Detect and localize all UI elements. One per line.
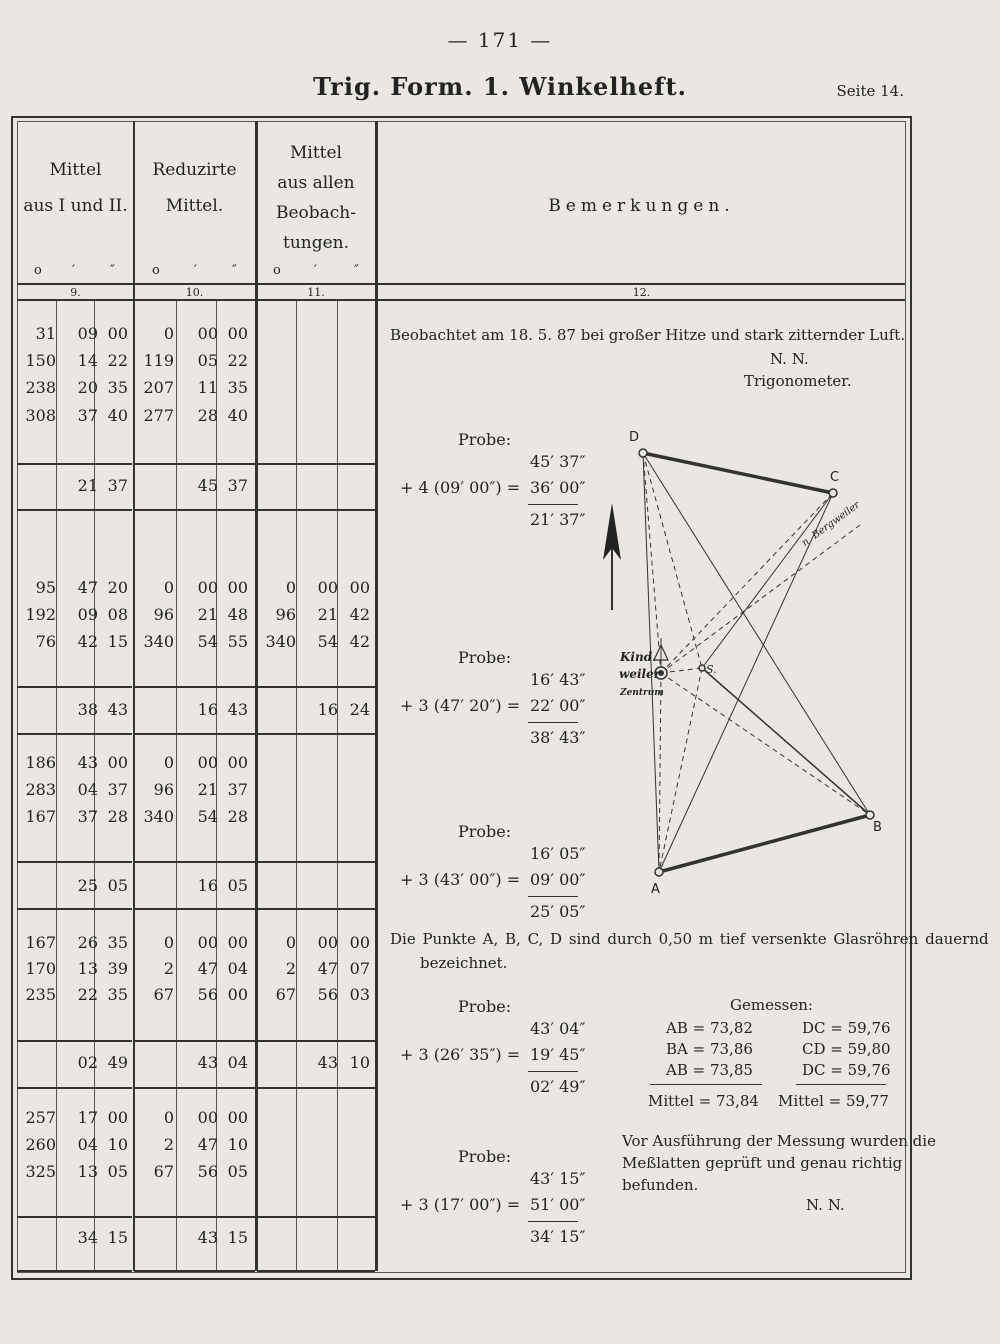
table-cell: 54: [317, 632, 338, 651]
table-cell: 47: [197, 959, 218, 978]
table-cell: 42: [349, 605, 370, 624]
label-c: C: [830, 470, 840, 485]
table-cell: 37: [107, 780, 128, 799]
col-reduz-line1: Reduzirte: [152, 160, 237, 180]
measure-cd: CD = 59,80: [802, 1040, 891, 1058]
dash-d-s: [643, 453, 702, 668]
col-mittel-line1: Mittel: [49, 160, 102, 180]
table-cell: 16: [317, 700, 338, 719]
unit-degree: o: [152, 263, 160, 278]
col-allen-line3: Beobach-: [275, 203, 357, 223]
table-cell: 00: [349, 578, 370, 597]
point-c: [829, 489, 837, 497]
table-cell: 235: [25, 985, 56, 1004]
remark-vor-line3: befunden.: [622, 1176, 699, 1194]
table-cell: 09: [77, 324, 98, 343]
probe-label: Probe:: [458, 997, 512, 1016]
table-cell: 0: [285, 933, 296, 952]
table-cell: 277: [143, 406, 174, 425]
table-cell: 00: [227, 985, 248, 1004]
table-cell: 49: [107, 1053, 128, 1072]
unit-second: ″: [354, 263, 359, 278]
point-a: [655, 868, 663, 876]
probe-value-a: 43′ 15″: [530, 1169, 586, 1188]
table-cell: 13: [77, 959, 98, 978]
dash-kind-c: [661, 493, 833, 673]
table-cell: 56: [317, 985, 338, 1004]
line-sb: [702, 668, 870, 815]
label-b: B: [873, 820, 882, 835]
table-cell: 15: [227, 1228, 248, 1247]
measure-ab-1: AB = 73,82: [666, 1019, 753, 1037]
table-cell: 20: [107, 578, 128, 597]
table-cell: 28: [197, 406, 218, 425]
table-cell: 35: [107, 985, 128, 1004]
table-cell: 170: [25, 959, 56, 978]
table-cell: 40: [107, 406, 128, 425]
table-cell: 16: [197, 700, 218, 719]
table-cell: 0: [163, 324, 174, 343]
remark-punkte-line1: Die Punkte A, B, C, D sind durch 0,50 m tief versenkte Glasröhren dauernd: [390, 930, 989, 948]
table-cell: 00: [349, 933, 370, 952]
table-cell: 192: [25, 605, 56, 624]
table-cell: 67: [275, 985, 296, 1004]
unit-second: ″: [232, 263, 237, 278]
probe-label: Probe:: [458, 822, 512, 841]
table-cell: 14: [77, 351, 98, 370]
table-cell: 02: [77, 1053, 98, 1072]
measure-dc-1: DC = 59,76: [802, 1019, 891, 1037]
table-cell: 2: [163, 1135, 174, 1154]
table-cell: 56: [197, 1162, 218, 1181]
probe-expression: + 3 (47′ 20″) =: [400, 696, 521, 715]
table-cell: 00: [227, 578, 248, 597]
table-cell: 47: [197, 1135, 218, 1154]
dash-kind-b: [661, 673, 870, 815]
table-cell: 22: [107, 351, 128, 370]
table-cell: 10: [107, 1135, 128, 1154]
measure-mean-right: Mittel = 59,77: [778, 1092, 889, 1110]
table-cell: 340: [143, 807, 174, 826]
table-cell: 67: [153, 1162, 174, 1181]
table-cell: 04: [227, 1053, 248, 1072]
probe-expression: + 4 (09′ 00″) =: [400, 478, 521, 497]
table-cell: 340: [143, 632, 174, 651]
measure-ba: BA = 73,86: [666, 1040, 753, 1058]
line-ab: [659, 815, 870, 872]
probe-result: 34′ 15″: [530, 1227, 586, 1246]
table-cell: 26: [77, 933, 98, 952]
table-cell: 04: [77, 1135, 98, 1154]
table-cell: 00: [227, 324, 248, 343]
line-db: [643, 453, 870, 815]
remark-trigonometer: Trigonometer.: [744, 372, 852, 390]
col-reduz-line2: Mittel.: [165, 196, 224, 216]
table-cell: 55: [227, 632, 248, 651]
table-cell: 05: [197, 351, 218, 370]
table-cell: 00: [227, 753, 248, 772]
label-s: S.: [706, 663, 717, 676]
table-cell: 35: [107, 933, 128, 952]
table-cell: 37: [77, 807, 98, 826]
probe-value-a: 45′ 37″: [530, 452, 586, 471]
table-cell: 00: [227, 1108, 248, 1127]
unit-second: ″: [110, 263, 115, 278]
table-cell: 00: [317, 933, 338, 952]
probe-result: 02′ 49″: [530, 1077, 586, 1096]
table-cell: 96: [275, 605, 296, 624]
table-cell: 03: [349, 985, 370, 1004]
col-allen-line1: Mittel: [289, 143, 342, 163]
probe-value-b: 19′ 45″: [530, 1045, 586, 1064]
col-number-9: 9.: [70, 286, 81, 299]
table-cell: 0: [163, 1108, 174, 1127]
table-cell: 05: [227, 1162, 248, 1181]
table-cell: 11: [197, 378, 218, 397]
unit-minute: ′: [194, 263, 197, 278]
table-cell: 28: [107, 807, 128, 826]
remark-vor-line2: Meßlatten geprüft und genau richtig: [622, 1154, 903, 1172]
table-cell: 2: [285, 959, 296, 978]
table-cell: 00: [317, 578, 338, 597]
table-cell: 21: [197, 605, 218, 624]
line-ca: [659, 493, 833, 872]
table-cell: 42: [349, 632, 370, 651]
table-cell: 340: [265, 632, 296, 651]
table-cell: 04: [227, 959, 248, 978]
table-cell: 325: [25, 1162, 56, 1181]
remark-signature: N. N.: [770, 350, 809, 368]
line-cs: [702, 493, 833, 668]
table-cell: 22: [227, 351, 248, 370]
table-cell: 43: [77, 753, 98, 772]
table-cell: 260: [25, 1135, 56, 1154]
table-cell: 15: [107, 1228, 128, 1247]
table-cell: 47: [317, 959, 338, 978]
table-cell: 05: [227, 876, 248, 895]
point-b: [866, 811, 874, 819]
table-cell: 35: [227, 378, 248, 397]
table-cell: 24: [349, 700, 370, 719]
table-cell: 17: [77, 1108, 98, 1127]
probe-result: 38′ 43″: [530, 728, 586, 747]
table-cell: 257: [25, 1108, 56, 1127]
col-number-12: 12.: [632, 286, 651, 299]
table-cell: 0: [163, 753, 174, 772]
table-cell: 47: [77, 578, 98, 597]
table-cell: 20: [77, 378, 98, 397]
table-cell: 25: [77, 876, 98, 895]
table-cell: 00: [197, 578, 218, 597]
col-allen-line2: aus allen: [277, 173, 355, 193]
table-cell: 42: [77, 632, 98, 651]
table-cell: 167: [25, 933, 56, 952]
table-cell: 207: [143, 378, 174, 397]
table-cell: 67: [153, 985, 174, 1004]
table-cell: 00: [197, 324, 218, 343]
table-cell: 34: [77, 1228, 98, 1247]
probe-value-b: 51′ 00″: [530, 1195, 586, 1214]
dash-kind-a: [659, 673, 661, 872]
form-title: Trig. Form. 1. Winkelheft.: [313, 72, 687, 101]
table-cell: 16: [197, 876, 218, 895]
remark-signature-2: N. N.: [806, 1196, 845, 1214]
table-cell: 43: [227, 700, 248, 719]
label-zentrum: Zentrum: [620, 688, 664, 698]
table-cell: 09: [77, 605, 98, 624]
table-cell: 76: [35, 632, 56, 651]
table-cell: 43: [197, 1053, 218, 1072]
line-dc: [643, 453, 833, 493]
label-weiler: weiler: [619, 667, 661, 681]
table-cell: 04: [77, 780, 98, 799]
probe-expression: + 3 (26′ 35″) =: [400, 1045, 521, 1064]
table-cell: 150: [25, 351, 56, 370]
table-cell: 39: [107, 959, 128, 978]
page-label: Seite 14.: [836, 82, 904, 100]
probe-result: 21′ 37″: [530, 510, 586, 529]
remark-punkte-line2: bezeichnet.: [420, 954, 508, 972]
label-a: A: [651, 882, 660, 897]
table-cell: 2: [163, 959, 174, 978]
table-cell: 37: [77, 406, 98, 425]
table-cell: 43: [107, 700, 128, 719]
remark-vor-line1: Vor Ausführung der Messung wurden die: [622, 1132, 936, 1150]
unit-minute: ′: [72, 263, 75, 278]
unit-degree: o: [273, 263, 281, 278]
table-cell: 95: [35, 578, 56, 597]
table-cell: 31: [35, 324, 56, 343]
table-cell: 45: [197, 476, 218, 495]
probe-value-a: 16′ 05″: [530, 844, 586, 863]
dash-s-a: [659, 668, 702, 872]
measure-ab-2: AB = 73,85: [666, 1061, 753, 1079]
label-bergweiler: n. Bergweiler: [800, 499, 863, 549]
table-cell: 238: [25, 378, 56, 397]
table-cell: 07: [349, 959, 370, 978]
table-cell: 08: [107, 605, 128, 624]
table-cell: 37: [227, 780, 248, 799]
probe-value-b: 09′ 00″: [530, 870, 586, 889]
col-number-10: 10.: [185, 286, 204, 299]
col-allen-line4: tungen.: [282, 233, 350, 253]
table-cell: 308: [25, 406, 56, 425]
dash-d-kind: [643, 453, 661, 673]
table-cell: 21: [77, 476, 98, 495]
label-d: D: [629, 430, 640, 445]
table-cell: 0: [163, 578, 174, 597]
unit-degree: o: [34, 263, 42, 278]
table-cell: 37: [227, 476, 248, 495]
table-cell: 54: [197, 632, 218, 651]
table-cell: 43: [197, 1228, 218, 1247]
point-d: [639, 449, 647, 457]
table-cell: 48: [227, 605, 248, 624]
page-number: — 171 —: [447, 28, 553, 52]
table-cell: 283: [25, 780, 56, 799]
table-cell: 22: [77, 985, 98, 1004]
remark-observed: Beobachtet am 18. 5. 87 bei großer Hitze und stark zitternder Luft.: [390, 326, 906, 344]
table-cell: 13: [77, 1162, 98, 1181]
probe-label: Probe:: [458, 430, 512, 449]
probe-label: Probe:: [458, 1147, 512, 1166]
table-cell: 10: [227, 1135, 248, 1154]
table-cell: 00: [227, 933, 248, 952]
col-number-11: 11.: [307, 286, 325, 299]
table-cell: 28: [227, 807, 248, 826]
table-cell: 37: [107, 476, 128, 495]
table-cell: 43: [317, 1053, 338, 1072]
table-cell: 05: [107, 876, 128, 895]
table-cell: 00: [107, 324, 128, 343]
table-cell: 0: [285, 578, 296, 597]
table-cell: 56: [197, 985, 218, 1004]
table-cell: 186: [25, 753, 56, 772]
probe-label: Probe:: [458, 648, 512, 667]
table-cell: 167: [25, 807, 56, 826]
label-kind: Kind.: [620, 650, 657, 664]
table-cell: 38: [77, 700, 98, 719]
probe-result: 25′ 05″: [530, 902, 586, 921]
table-cell: 00: [197, 933, 218, 952]
table-cell: 54: [197, 807, 218, 826]
table-cell: 00: [197, 1108, 218, 1127]
col-bemerkungen-header: Bemerkungen.: [548, 196, 735, 216]
table-cell: 10: [349, 1053, 370, 1072]
probe-value-b: 36′ 00″: [530, 478, 586, 497]
table-cell: 96: [153, 780, 174, 799]
probe-expression: + 3 (17′ 00″) =: [400, 1195, 521, 1214]
unit-minute: ′: [314, 263, 317, 278]
table-cell: 96: [153, 605, 174, 624]
col-mittel-line2: aus I und II.: [23, 196, 128, 216]
probe-value-b: 22′ 00″: [530, 696, 586, 715]
table-cell: 35: [107, 378, 128, 397]
table-cell: 05: [107, 1162, 128, 1181]
table-cell: 40: [227, 406, 248, 425]
table-cell: 21: [317, 605, 338, 624]
measure-mean-left: Mittel = 73,84: [648, 1092, 759, 1110]
probe-expression: + 3 (43′ 00″) =: [400, 870, 521, 889]
measure-header: Gemessen:: [730, 996, 813, 1014]
table-cell: 119: [143, 351, 174, 370]
table-cell: 0: [163, 933, 174, 952]
measure-dc-2: DC = 59,76: [802, 1061, 891, 1079]
table-cell: 21: [197, 780, 218, 799]
probe-value-a: 43′ 04″: [530, 1019, 586, 1038]
point-s: [699, 665, 705, 671]
table-cell: 15: [107, 632, 128, 651]
table-cell: 00: [197, 753, 218, 772]
table-cell: 00: [107, 753, 128, 772]
probe-value-a: 16′ 43″: [530, 670, 586, 689]
table-cell: 00: [107, 1108, 128, 1127]
